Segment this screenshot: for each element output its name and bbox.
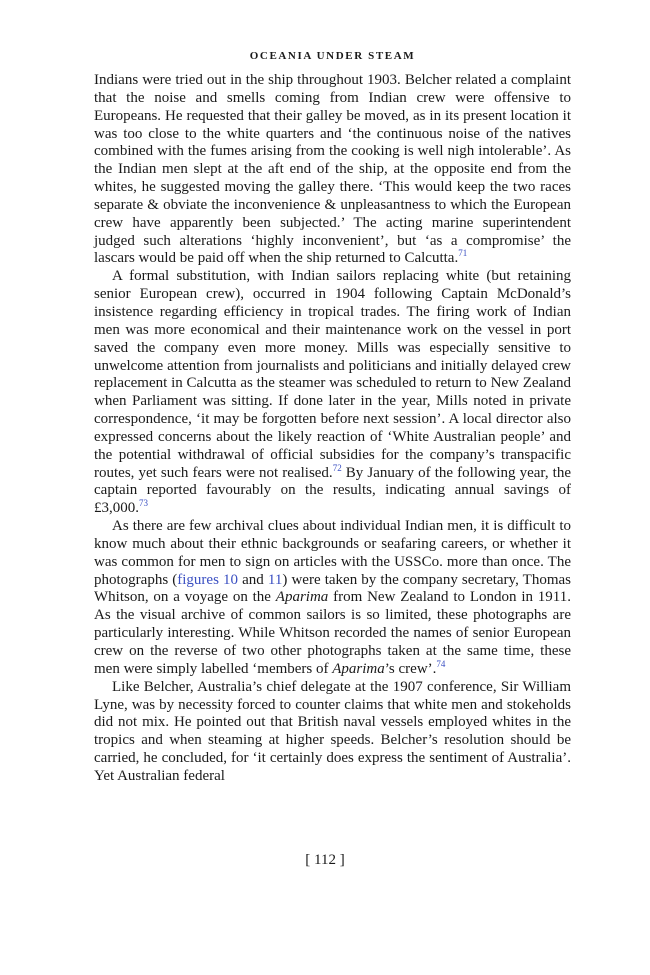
footnote-marker[interactable]: 74 bbox=[436, 658, 446, 669]
figure-reference-link[interactable]: 11 bbox=[267, 571, 283, 588]
ship-name: Aparima bbox=[275, 589, 329, 606]
text-run: A formal substitution, with Indian sailors replacing white (but retaining senior European crew), occurred in 1904 following Captain McDonald’s insistence regarding efficiency in tropical trades. The firing work of Indian men was more economical and their maintenance work on the vessel in port saved the company even more money. Mills was especially sensitive to unwelcome attention from journalists and politicians and initially delayed crew replacement in Calcutta as the steamer was scheduled to return to New Zealand when Parliament was sitting. If done later in the year, Mills noted in private correspondence, ‘it may be forgotten before next session’. A local director also expressed concerns about the likely reaction of ‘White Australian people’ and the potential withdrawal of official subsidies for the company’s transpacific routes, yet such fears were not realised. bbox=[94, 268, 571, 481]
page-body bbox=[94, 48, 571, 786]
text-run: ’s crew’. bbox=[384, 660, 437, 677]
footnote-marker[interactable]: 71 bbox=[458, 248, 468, 259]
text-run: from New Zealand to London in 1911. As the visual archive of common sailors is so limited, these photographs are particularly interesting. While Whitson recorded the names of senior European crew on the reverse of two other photographs taken at the same time, these men were simply labelled ‘members of bbox=[94, 589, 571, 677]
text-run: Indians were tried out in the ship throughout 1903. Belcher related a complaint that the noise and smells coming from Indian crew were offensive to Europeans. He requested that their galley be moved, as in its present location it was too close to the white quarters and ‘the continuous noise of the natives combined with the fumes arising from the cooking is well nigh intolerable’. As the Indian men slept at the aft end of the ship, at the opposite end from the whites, he suggested moving the galley there. ‘This would keep the two races separate & obviate the inconvenience & unpleasantness to which the European crew have apparently been subjected.’ The acting marine superintendent judged such alterations ‘highly inconvenient’, but ‘as a compromise’ the lascars would be paid off when the ship returned to Calcutta. bbox=[94, 72, 571, 267]
paragraph bbox=[94, 268, 571, 518]
text-run: and bbox=[238, 571, 268, 588]
footnote-marker[interactable]: 72 bbox=[332, 462, 342, 473]
text-run: ) were taken by the company secretary, Thomas Whitson, on a voyage on the bbox=[94, 571, 571, 606]
page-number: [ 112 ] bbox=[305, 852, 345, 868]
footnote-marker[interactable]: 73 bbox=[139, 498, 148, 509]
running-head: OCEANIA UNDER STEAM bbox=[249, 50, 416, 62]
body-text bbox=[94, 72, 571, 786]
ship-name: Aparima bbox=[332, 660, 385, 677]
paragraph bbox=[94, 679, 571, 786]
text-run: Like Belcher, Australia’s chief delegate at the 1907 conference, Sir William Lyne, was by necessity forced to counter claims that white men and stokeholds did not mix. He pointed out that British naval vessels employed whites in the tropics and when steaming at higher speeds. Belcher’s resolution should be carried, he concluded, for ‘it certainly does express the sentiment of Australia’. Yet Australian federal bbox=[94, 678, 571, 784]
text-run: By January of the following year, the captain reported favourably on the results, indicating annual savings of £3,000. bbox=[94, 464, 571, 517]
paragraph bbox=[94, 518, 571, 679]
paragraph bbox=[94, 72, 571, 268]
figure-reference-link[interactable]: figures 10 bbox=[177, 571, 239, 588]
text-run: As there are few archival clues about individual Indian men, it is difficult to know much about their ethnic backgrounds or seafaring careers, or whether it was common for men to sign on articles with the USSCo. more than once. The photographs ( bbox=[94, 518, 571, 588]
